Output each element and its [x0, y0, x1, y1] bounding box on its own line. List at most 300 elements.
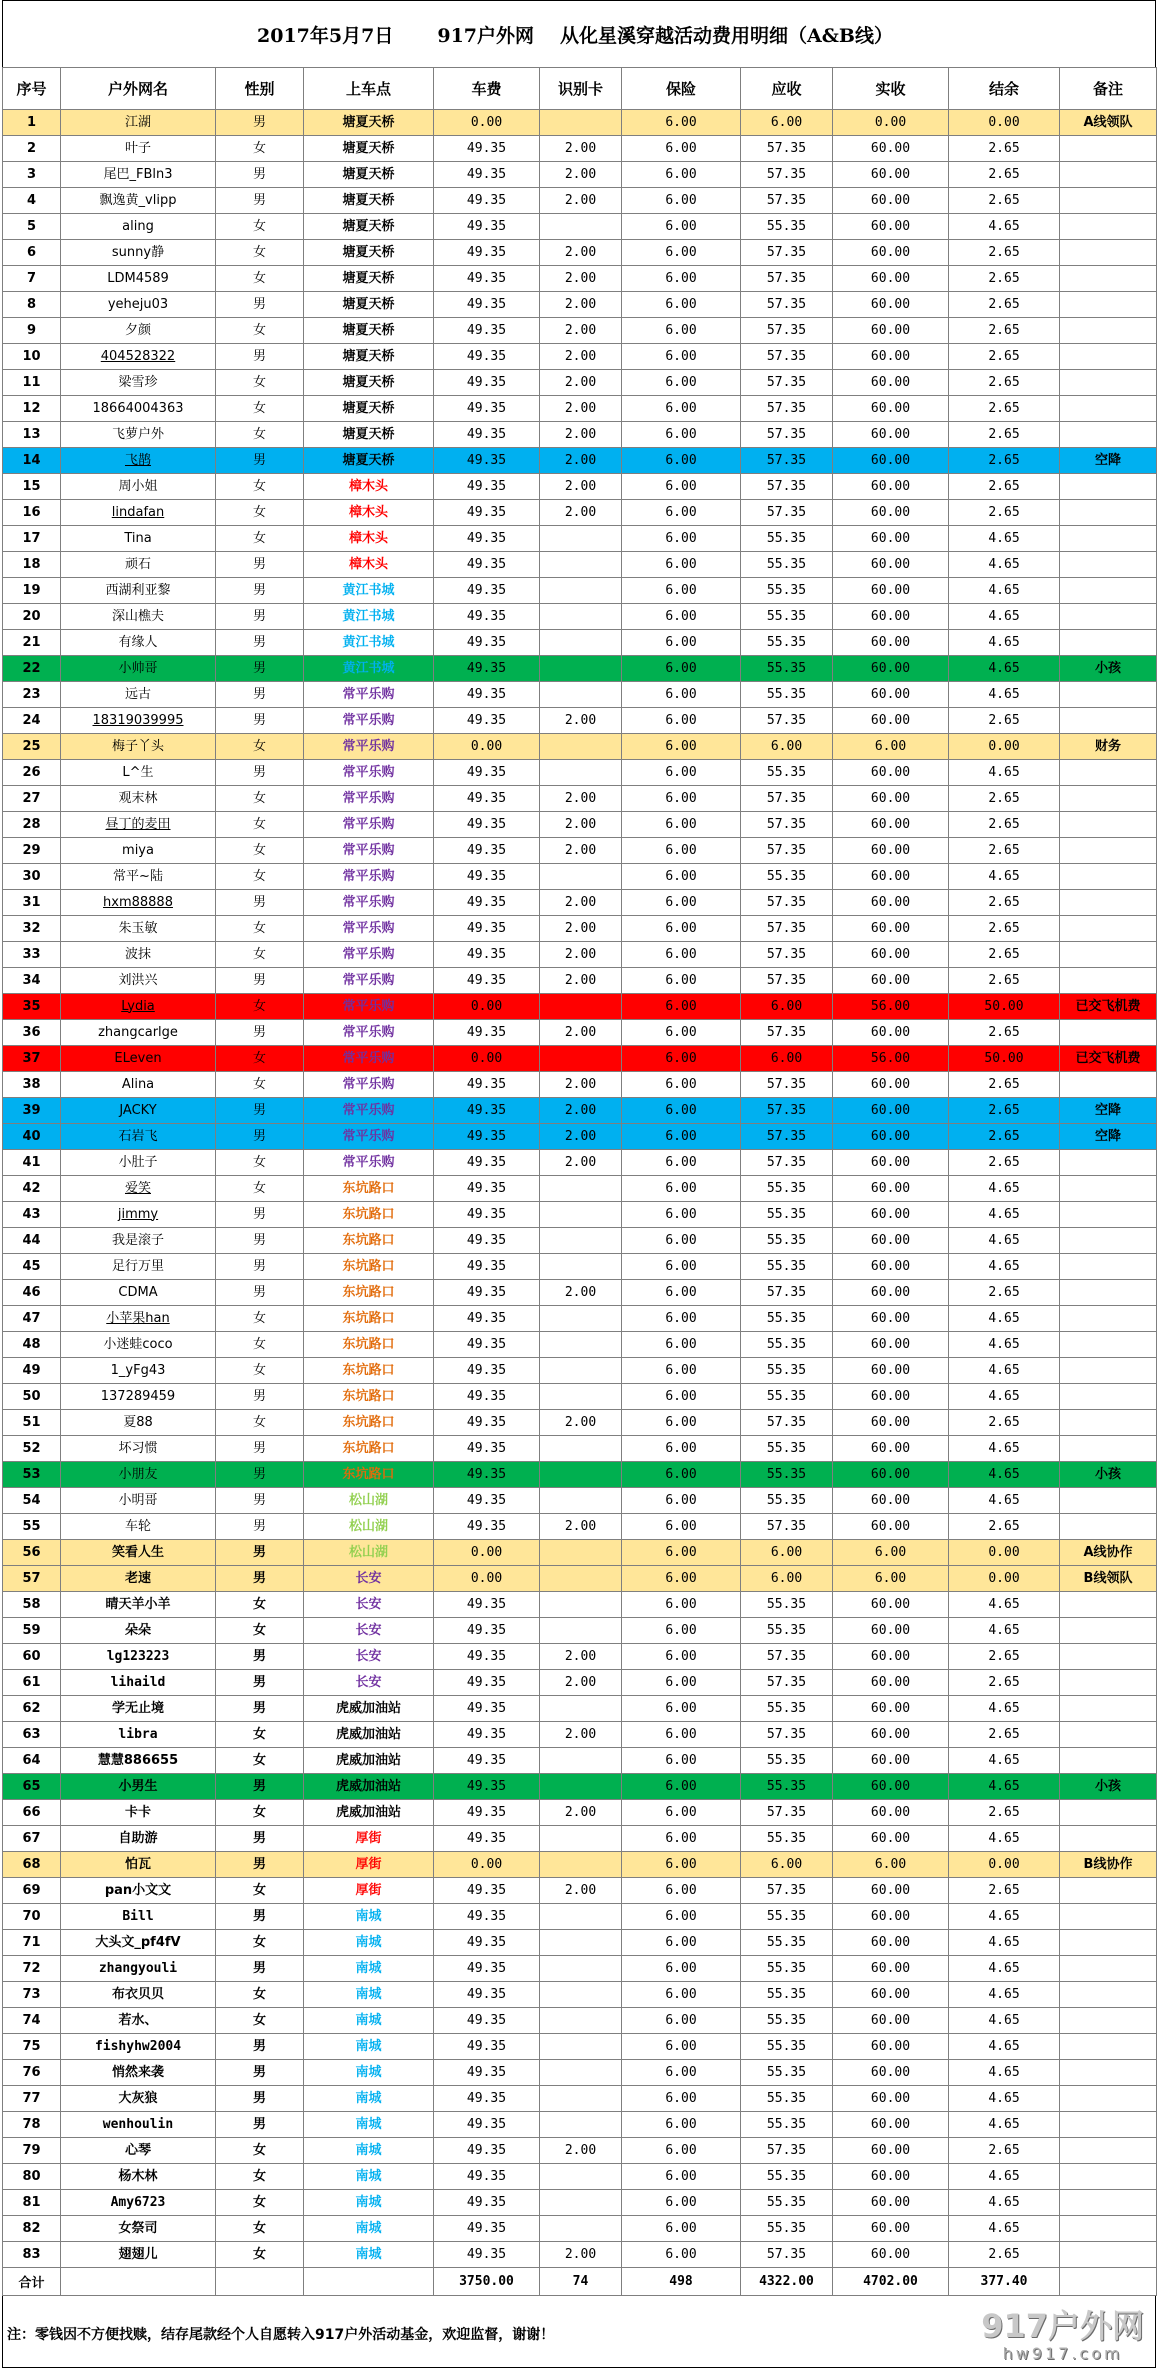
cell-stop: 长安	[304, 1592, 434, 1618]
cell-gender: 女	[216, 1748, 304, 1774]
cell-paid: 60.00	[833, 1488, 949, 1514]
cell-stop: 松山湖	[304, 1540, 434, 1566]
cell-fare: 49.35	[434, 344, 540, 370]
cell-paid: 60.00	[833, 2112, 949, 2138]
cell-name: LDM4589	[61, 266, 216, 292]
cell-name[interactable]: jimmy	[61, 1202, 216, 1228]
cell-insurance: 6.00	[622, 1046, 741, 1072]
cell-paid: 60.00	[833, 1332, 949, 1358]
cell-stop: 南城	[304, 1904, 434, 1930]
cell-fare: 49.35	[434, 1982, 540, 2008]
cell-due: 57.35	[741, 292, 833, 318]
cell-card	[540, 1358, 622, 1384]
table-row	[3, 500, 1157, 526]
cell-stop: 塘夏天桥	[304, 214, 434, 240]
cell-stop: 黄江书城	[304, 604, 434, 630]
cell-stop: 虎威加油站	[304, 1696, 434, 1722]
cell-paid: 60.00	[833, 1722, 949, 1748]
cell-stop: 常平乐购	[304, 942, 434, 968]
cell-due: 55.35	[741, 1618, 833, 1644]
cell-paid: 60.00	[833, 1696, 949, 1722]
table-row	[3, 2164, 1157, 2190]
cell-gender: 女	[216, 1722, 304, 1748]
total-insurance: 498	[622, 2268, 741, 2296]
cell-name: 夕颜	[61, 318, 216, 344]
cell-balance: 2.65	[949, 136, 1060, 162]
cell-fare: 49.35	[434, 1774, 540, 1800]
cell-name: 老速	[61, 1566, 216, 1592]
cell-insurance: 6.00	[622, 1982, 741, 2008]
cell-paid: 60.00	[833, 1228, 949, 1254]
cell-seq: 42	[3, 1176, 61, 1202]
table-row	[3, 1072, 1157, 1098]
cell-paid: 60.00	[833, 890, 949, 916]
cell-stop: 南城	[304, 1930, 434, 1956]
cell-insurance: 6.00	[622, 1800, 741, 1826]
cell-paid: 60.00	[833, 786, 949, 812]
cell-card: 2.00	[540, 1514, 622, 1540]
cell-seq: 80	[3, 2164, 61, 2190]
cell-balance: 2.65	[949, 2242, 1060, 2268]
cell-gender: 男	[216, 890, 304, 916]
cell-paid: 6.00	[833, 1852, 949, 1878]
cell-balance: 4.65	[949, 1488, 1060, 1514]
cell-seq: 74	[3, 2008, 61, 2034]
cell-insurance: 6.00	[622, 2086, 741, 2112]
cell-paid: 60.00	[833, 1072, 949, 1098]
cell-due: 57.35	[741, 448, 833, 474]
cell-gender: 男	[216, 1098, 304, 1124]
cell-stop: 塘夏天桥	[304, 292, 434, 318]
cell-balance: 4.65	[949, 630, 1060, 656]
sheet-title	[2, 0, 1156, 67]
cell-stop: 东坑路口	[304, 1254, 434, 1280]
cell-card	[540, 656, 622, 682]
cell-card	[540, 1488, 622, 1514]
table-row	[3, 2190, 1157, 2216]
cell-seq: 53	[3, 1462, 61, 1488]
cell-due: 55.35	[741, 2112, 833, 2138]
table-row	[3, 1020, 1157, 1046]
cell-gender: 女	[216, 1982, 304, 2008]
table-row	[3, 578, 1157, 604]
cell-balance: 2.65	[949, 838, 1060, 864]
cell-seq: 8	[3, 292, 61, 318]
cell-card	[540, 214, 622, 240]
cell-stop: 塘夏天桥	[304, 188, 434, 214]
cell-stop: 黄江书城	[304, 630, 434, 656]
table-row	[3, 1774, 1157, 1800]
cell-card: 2.00	[540, 1722, 622, 1748]
cell-due: 55.35	[741, 1930, 833, 1956]
cell-name: 137289459	[61, 1384, 216, 1410]
cell-balance: 2.65	[949, 448, 1060, 474]
cell-name: 周小姐	[61, 474, 216, 500]
table-row	[3, 682, 1157, 708]
cell-paid: 60.00	[833, 2242, 949, 2268]
cell-paid: 60.00	[833, 2216, 949, 2242]
cell-fare: 49.35	[434, 656, 540, 682]
cell-due: 6.00	[741, 1566, 833, 1592]
table-row	[3, 1202, 1157, 1228]
cell-name: Bill	[61, 1904, 216, 1930]
table-row	[3, 1722, 1157, 1748]
cell-insurance: 6.00	[622, 968, 741, 994]
table-row	[3, 1098, 1157, 1124]
cell-insurance: 6.00	[622, 526, 741, 552]
cell-paid: 60.00	[833, 1462, 949, 1488]
cell-insurance: 6.00	[622, 1410, 741, 1436]
cell-note	[1060, 968, 1157, 994]
cell-paid: 60.00	[833, 1930, 949, 1956]
cell-fare: 49.35	[434, 1670, 540, 1696]
cell-balance: 4.65	[949, 1930, 1060, 1956]
cell-name: 晴天羊小羊	[61, 1592, 216, 1618]
cell-balance: 4.65	[949, 760, 1060, 786]
cell-paid: 60.00	[833, 1748, 949, 1774]
cell-seq: 24	[3, 708, 61, 734]
cell-name: 叶子	[61, 136, 216, 162]
cell-fare: 49.35	[434, 2112, 540, 2138]
table-row	[3, 890, 1157, 916]
cell-note	[1060, 916, 1157, 942]
table-row	[3, 656, 1157, 682]
cell-insurance: 6.00	[622, 1228, 741, 1254]
cell-name: 深山樵夫	[61, 604, 216, 630]
cell-card	[540, 1904, 622, 1930]
cell-insurance: 6.00	[622, 448, 741, 474]
cell-card: 2.00	[540, 838, 622, 864]
cell-balance: 0.00	[949, 1852, 1060, 1878]
cell-gender: 男	[216, 292, 304, 318]
cell-note: 已交飞机费	[1060, 1046, 1157, 1072]
cell-stop: 长安	[304, 1566, 434, 1592]
cell-due: 6.00	[741, 734, 833, 760]
table-row	[3, 1358, 1157, 1384]
cell-name[interactable]: 小苹果han	[61, 1306, 216, 1332]
cell-note	[1060, 266, 1157, 292]
cell-note	[1060, 526, 1157, 552]
cell-note	[1060, 2008, 1157, 2034]
cell-insurance: 6.00	[622, 1202, 741, 1228]
cell-fare: 49.35	[434, 370, 540, 396]
cell-stop: 塘夏天桥	[304, 266, 434, 292]
cell-note	[1060, 188, 1157, 214]
cell-name: 慧慧886655	[61, 1748, 216, 1774]
cell-name: 心琴	[61, 2138, 216, 2164]
cell-note	[1060, 838, 1157, 864]
cell-note	[1060, 1592, 1157, 1618]
cell-note	[1060, 2034, 1157, 2060]
cell-fare: 49.35	[434, 1462, 540, 1488]
cell-note	[1060, 2242, 1157, 2268]
cell-paid: 60.00	[833, 396, 949, 422]
cell-name: lihaild	[61, 1670, 216, 1696]
cell-name[interactable]: 404528322	[61, 344, 216, 370]
cell-fare: 49.35	[434, 2164, 540, 2190]
cell-balance: 4.65	[949, 214, 1060, 240]
cell-balance: 2.65	[949, 422, 1060, 448]
cell-fare: 49.35	[434, 162, 540, 188]
cell-balance: 4.65	[949, 1956, 1060, 1982]
cell-gender: 女	[216, 734, 304, 760]
expense-table	[2, 67, 1157, 2296]
cell-note	[1060, 1956, 1157, 1982]
cell-paid: 60.00	[833, 1514, 949, 1540]
cell-seq: 28	[3, 812, 61, 838]
cell-seq: 56	[3, 1540, 61, 1566]
cell-card	[540, 2086, 622, 2112]
footer-note: 注：零钱因不方便找赎，结存尾款经个人自愿转入917户外活动基金，欢迎监督，谢谢！	[2, 2296, 1156, 2368]
cell-balance: 4.65	[949, 1904, 1060, 1930]
cell-seq: 21	[3, 630, 61, 656]
cell-fare: 49.35	[434, 1020, 540, 1046]
cell-stop: 塘夏天桥	[304, 344, 434, 370]
cell-stop: 松山湖	[304, 1514, 434, 1540]
cell-name: 小明哥	[61, 1488, 216, 1514]
cell-card: 2.00	[540, 1280, 622, 1306]
cell-card	[540, 2008, 622, 2034]
cell-insurance: 6.00	[622, 2138, 741, 2164]
cell-card	[540, 1930, 622, 1956]
cell-balance: 2.65	[949, 1072, 1060, 1098]
cell-gender: 女	[216, 1592, 304, 1618]
cell-due: 55.35	[741, 1826, 833, 1852]
cell-fare: 49.35	[434, 1878, 540, 1904]
cell-due: 55.35	[741, 1358, 833, 1384]
table-row	[3, 396, 1157, 422]
cell-due: 57.35	[741, 136, 833, 162]
cell-name: 布衣贝贝	[61, 1982, 216, 2008]
cell-insurance: 6.00	[622, 1748, 741, 1774]
cell-balance: 2.65	[949, 1670, 1060, 1696]
cell-insurance: 6.00	[622, 994, 741, 1020]
cell-seq: 7	[3, 266, 61, 292]
cell-due: 55.35	[741, 604, 833, 630]
cell-gender: 男	[216, 760, 304, 786]
cell-insurance: 6.00	[622, 1878, 741, 1904]
cell-name[interactable]: 飞鹊	[61, 448, 216, 474]
cell-name: 杨木林	[61, 2164, 216, 2190]
cell-paid: 60.00	[833, 526, 949, 552]
cell-insurance: 6.00	[622, 890, 741, 916]
cell-seq: 29	[3, 838, 61, 864]
cell-insurance: 6.00	[622, 136, 741, 162]
cell-name[interactable]: 爱笑	[61, 1176, 216, 1202]
cell-paid: 60.00	[833, 2060, 949, 2086]
col-header-stop: 上车点	[304, 68, 434, 110]
cell-stop: 长安	[304, 1644, 434, 1670]
cell-insurance: 6.00	[622, 474, 741, 500]
cell-card	[540, 864, 622, 890]
cell-paid: 60.00	[833, 344, 949, 370]
cell-seq: 67	[3, 1826, 61, 1852]
cell-stop: 东坑路口	[304, 1306, 434, 1332]
total-row	[3, 2268, 1157, 2296]
cell-note	[1060, 162, 1157, 188]
cell-name[interactable]: 18319039995	[61, 708, 216, 734]
cell-stop: 虎威加油站	[304, 1774, 434, 1800]
cell-stop: 常平乐购	[304, 916, 434, 942]
cell-seq: 4	[3, 188, 61, 214]
cell-stop: 塘夏天桥	[304, 448, 434, 474]
cell-due: 57.35	[741, 1150, 833, 1176]
cell-due: 55.35	[741, 1488, 833, 1514]
table-row	[3, 1566, 1157, 1592]
cell-fare: 49.35	[434, 1930, 540, 1956]
cell-balance: 2.65	[949, 890, 1060, 916]
cell-due: 55.35	[741, 2086, 833, 2112]
cell-fare: 49.35	[434, 240, 540, 266]
cell-balance: 4.65	[949, 2060, 1060, 2086]
cell-gender: 女	[216, 1332, 304, 1358]
cell-balance: 4.65	[949, 2190, 1060, 2216]
cell-insurance: 6.00	[622, 2216, 741, 2242]
total-card: 74	[540, 2268, 622, 2296]
cell-due: 55.35	[741, 682, 833, 708]
cell-insurance: 6.00	[622, 1254, 741, 1280]
cell-balance: 4.65	[949, 1176, 1060, 1202]
cell-insurance: 6.00	[622, 344, 741, 370]
cell-due: 55.35	[741, 760, 833, 786]
cell-stop: 南城	[304, 2216, 434, 2242]
cell-name: 卡卡	[61, 1800, 216, 1826]
cell-gender: 女	[216, 2242, 304, 2268]
table-row	[3, 1046, 1157, 1072]
cell-gender: 女	[216, 786, 304, 812]
cell-due: 57.35	[741, 708, 833, 734]
cell-gender: 男	[216, 1202, 304, 1228]
table-row	[3, 2086, 1157, 2112]
cell-due: 55.35	[741, 864, 833, 890]
cell-fare: 49.35	[434, 838, 540, 864]
cell-fare: 49.35	[434, 968, 540, 994]
cell-stop: 虎威加油站	[304, 1800, 434, 1826]
cell-card	[540, 2060, 622, 2086]
table-row	[3, 2034, 1157, 2060]
cell-fare: 49.35	[434, 1306, 540, 1332]
cell-card	[540, 110, 622, 136]
cell-name: 小朋友	[61, 1462, 216, 1488]
cell-gender: 女	[216, 838, 304, 864]
cell-paid: 60.00	[833, 864, 949, 890]
cell-due: 57.35	[741, 1098, 833, 1124]
cell-gender: 女	[216, 1046, 304, 1072]
cell-paid: 60.00	[833, 1592, 949, 1618]
expense-sheet	[2, 0, 1156, 2368]
cell-note	[1060, 318, 1157, 344]
cell-due: 57.35	[741, 500, 833, 526]
cell-card: 2.00	[540, 474, 622, 500]
cell-name[interactable]: hxm88888	[61, 890, 216, 916]
cell-seq: 37	[3, 1046, 61, 1072]
cell-stop: 塘夏天桥	[304, 370, 434, 396]
cell-note	[1060, 1904, 1157, 1930]
cell-stop: 常平乐购	[304, 1046, 434, 1072]
cell-card	[540, 1540, 622, 1566]
cell-stop: 南城	[304, 2034, 434, 2060]
cell-name: 朱玉敏	[61, 916, 216, 942]
cell-balance: 2.65	[949, 1410, 1060, 1436]
cell-name: fishyhw2004	[61, 2034, 216, 2060]
table-row	[3, 2008, 1157, 2034]
cell-insurance: 6.00	[622, 2034, 741, 2060]
cell-note	[1060, 1514, 1157, 1540]
cell-balance: 2.65	[949, 188, 1060, 214]
cell-name[interactable]: Lydia	[61, 994, 216, 1020]
cell-gender: 女	[216, 2190, 304, 2216]
cell-seq: 72	[3, 1956, 61, 1982]
cell-name: Alina	[61, 1072, 216, 1098]
cell-due: 57.35	[741, 1722, 833, 1748]
cell-card	[540, 994, 622, 1020]
cell-seq: 25	[3, 734, 61, 760]
cell-card	[540, 2190, 622, 2216]
cell-paid: 60.00	[833, 1774, 949, 1800]
cell-name: 远古	[61, 682, 216, 708]
cell-seq: 30	[3, 864, 61, 890]
table-row	[3, 838, 1157, 864]
cell-insurance: 6.00	[622, 370, 741, 396]
cell-stop: 东坑路口	[304, 1436, 434, 1462]
cell-seq: 63	[3, 1722, 61, 1748]
cell-name[interactable]: lindafan	[61, 500, 216, 526]
cell-stop: 南城	[304, 2112, 434, 2138]
cell-seq: 39	[3, 1098, 61, 1124]
cell-gender: 女	[216, 1150, 304, 1176]
cell-fare: 49.35	[434, 2008, 540, 2034]
cell-gender: 男	[216, 2112, 304, 2138]
cell-note: 财务	[1060, 734, 1157, 760]
cell-seq: 73	[3, 1982, 61, 2008]
cell-stop: 南城	[304, 2060, 434, 2086]
cell-stop: 常平乐购	[304, 812, 434, 838]
cell-gender: 女	[216, 474, 304, 500]
cell-insurance: 6.00	[622, 1852, 741, 1878]
cell-note	[1060, 2112, 1157, 2138]
cell-note	[1060, 1358, 1157, 1384]
cell-paid: 60.00	[833, 1176, 949, 1202]
cell-paid: 60.00	[833, 1436, 949, 1462]
cell-insurance: 6.00	[622, 1072, 741, 1098]
cell-balance: 2.65	[949, 786, 1060, 812]
cell-insurance: 6.00	[622, 318, 741, 344]
cell-seq: 77	[3, 2086, 61, 2112]
table-row	[3, 734, 1157, 760]
cell-paid: 60.00	[833, 682, 949, 708]
cell-card: 2.00	[540, 1878, 622, 1904]
cell-insurance: 6.00	[622, 1722, 741, 1748]
cell-gender: 女	[216, 240, 304, 266]
cell-balance: 2.65	[949, 1644, 1060, 1670]
cell-gender: 男	[216, 2034, 304, 2060]
cell-gender: 女	[216, 916, 304, 942]
cell-stop: 樟木头	[304, 474, 434, 500]
cell-gender: 男	[216, 968, 304, 994]
cell-name[interactable]: 昼丁的麦田	[61, 812, 216, 838]
cell-paid: 60.00	[833, 578, 949, 604]
cell-fare: 49.35	[434, 552, 540, 578]
cell-note	[1060, 1826, 1157, 1852]
table-row	[3, 1306, 1157, 1332]
col-header-seq: 序号	[3, 68, 61, 110]
cell-gender: 女	[216, 500, 304, 526]
cell-fare: 49.35	[434, 448, 540, 474]
cell-insurance: 6.00	[622, 214, 741, 240]
cell-gender: 男	[216, 1020, 304, 1046]
cell-due: 55.35	[741, 552, 833, 578]
cell-name: 1_yFg43	[61, 1358, 216, 1384]
